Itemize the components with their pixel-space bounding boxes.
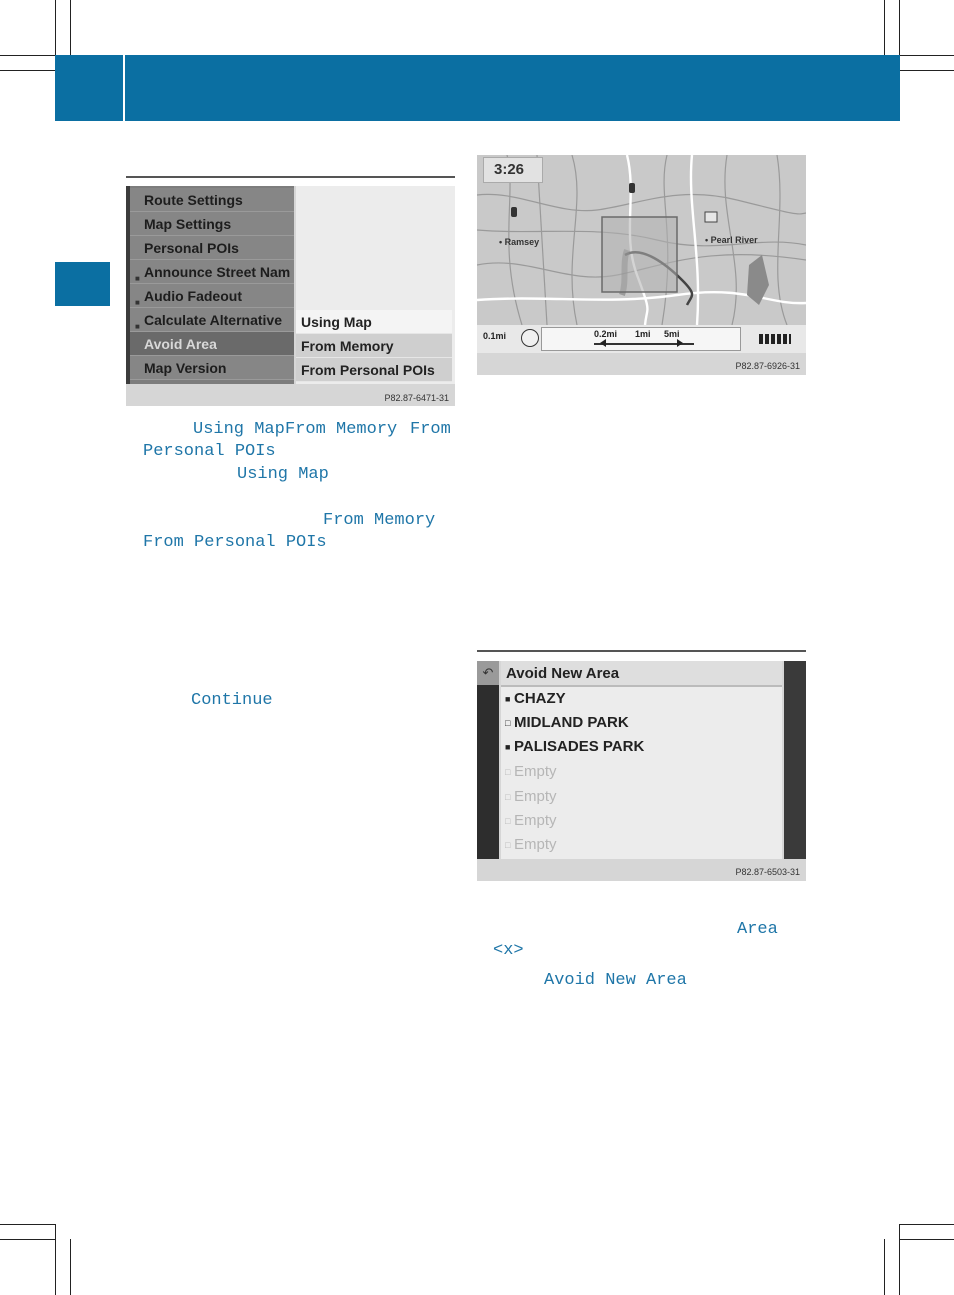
clock-display: 3:26 [483,157,543,183]
section-rule [477,650,806,652]
checkbox-icon: □ [505,816,511,826]
checkbox-icon: ■ [135,274,140,283]
zoom-in-icon[interactable] [677,339,683,347]
menu-item-label: Audio Fadeout [144,288,242,304]
text-from-memory: From Memory [285,420,398,439]
zoom-label: 5mi [664,329,680,339]
crop-mark [884,1239,885,1295]
list-item[interactable] [501,760,782,784]
parking-icon [629,183,635,193]
list-left-bar [477,661,499,859]
menu-item-label: Map Settings [144,216,232,232]
map-zoom-bar [477,325,806,353]
list-item-label: Empty [514,836,557,853]
crop-mark [0,1239,55,1240]
menu-item-label: Announce Street Nam [144,264,291,280]
checkbox-icon: ■ [135,322,140,331]
menu-list [126,186,294,384]
crop-mark [0,1224,55,1225]
map-screenshot [477,155,806,375]
page-header-bar [55,55,900,121]
list-title: Avoid New Area [501,661,782,687]
header-chapter-tab [55,55,125,121]
checkbox-icon: ■ [505,694,511,704]
crop-mark [900,1224,954,1225]
crop-mark [70,1239,71,1295]
list-item-label: Empty [514,788,557,805]
map-scale: 0.1mi [483,331,507,341]
text-x-placeholder: <x> [493,941,524,960]
checkbox-icon: □ [505,840,511,850]
crop-mark [899,1224,900,1295]
crop-mark [900,70,954,71]
crop-mark [55,0,56,55]
text-from-memory-2: From Memory [323,511,436,530]
crop-mark [70,0,71,55]
checkbox-icon: ■ [135,298,140,307]
navigation-menu-screenshot [126,186,455,406]
list-item[interactable] [501,687,782,711]
menu-item-label: Map Version [144,360,227,376]
menu-item-map-version[interactable] [130,356,294,380]
submenu-from-memory[interactable]: From Memory [296,334,452,358]
menu-item-personal-pois[interactable] [130,236,294,260]
checkbox-icon: ■ [505,742,511,752]
crop-mark [899,0,900,55]
crop-mark [0,55,55,56]
menu-item-label: Route Settings [144,192,243,208]
submenu-using-map[interactable]: Using Map [296,310,452,334]
menu-item-route-settings[interactable] [130,188,294,212]
signal-strength-icon [759,334,791,344]
image-code: P82.87-6926-31 [735,361,800,371]
zoom-out-icon[interactable] [600,339,606,347]
crop-mark [884,0,885,55]
menu-item-audio-fadeout[interactable] [130,284,294,308]
list-item-label: CHAZY [514,690,566,707]
submenu-from-personal-pois[interactable]: From Personal POIs [296,358,452,382]
text-area: Area [737,920,778,939]
checkbox-icon: □ [505,767,511,777]
list-item[interactable] [501,809,782,833]
back-icon[interactable]: ↶ [477,661,499,685]
image-code: P82.87-6503-31 [735,867,800,877]
list-right-bar [784,661,806,859]
menu-item-label: Calculate Alternative [144,312,282,328]
text-using-map: Using Map [193,420,285,439]
menu-item-label: Avoid Area [144,336,217,352]
crop-mark [0,70,55,71]
submenu-panel [296,186,455,384]
menu-item-calculate-alternative[interactable] [130,308,294,332]
map-label-pearl-river: • Pearl River [705,235,758,245]
chapter-side-tab [55,262,110,306]
list-item-label: Empty [514,763,557,780]
text-personal-pois: Personal POIs [143,442,276,461]
list-item[interactable] [501,785,782,809]
list-item-label: MIDLAND PARK [514,714,629,731]
list-item[interactable] [501,711,782,735]
text-from: From [410,420,451,439]
list-item[interactable] [501,833,782,857]
checkbox-icon: □ [505,792,511,802]
compass-icon [521,329,539,347]
menu-item-map-settings[interactable] [130,212,294,236]
list-item-label: Empty [514,812,557,829]
zoom-slider[interactable] [541,327,741,351]
avoid-area-list [501,661,782,859]
parking-icon [511,207,517,217]
list-item-label: PALISADES PARK [514,738,645,755]
crop-mark [900,1239,954,1240]
menu-item-announce-street-names[interactable] [130,260,294,284]
text-using-map-2: Using Map [237,465,329,484]
list-item[interactable] [501,735,782,759]
zoom-label: 0.2mi [594,329,618,339]
menu-item-label: Personal POIs [144,240,239,256]
text-avoid-new-area: Avoid New Area [544,971,687,990]
section-rule [126,176,455,178]
menu-item-avoid-area[interactable] [130,332,294,356]
text-continue: Continue [191,691,273,710]
avoid-area-list-screenshot [477,661,806,881]
checkbox-icon: □ [505,718,511,728]
text-from-personal-pois: From Personal POIs [143,533,327,552]
crop-mark [900,55,954,56]
zoom-label: 1mi [635,329,651,339]
image-code: P82.87-6471-31 [384,393,449,403]
crop-mark [55,1224,56,1295]
map-label-ramsey: • Ramsey [499,237,540,247]
